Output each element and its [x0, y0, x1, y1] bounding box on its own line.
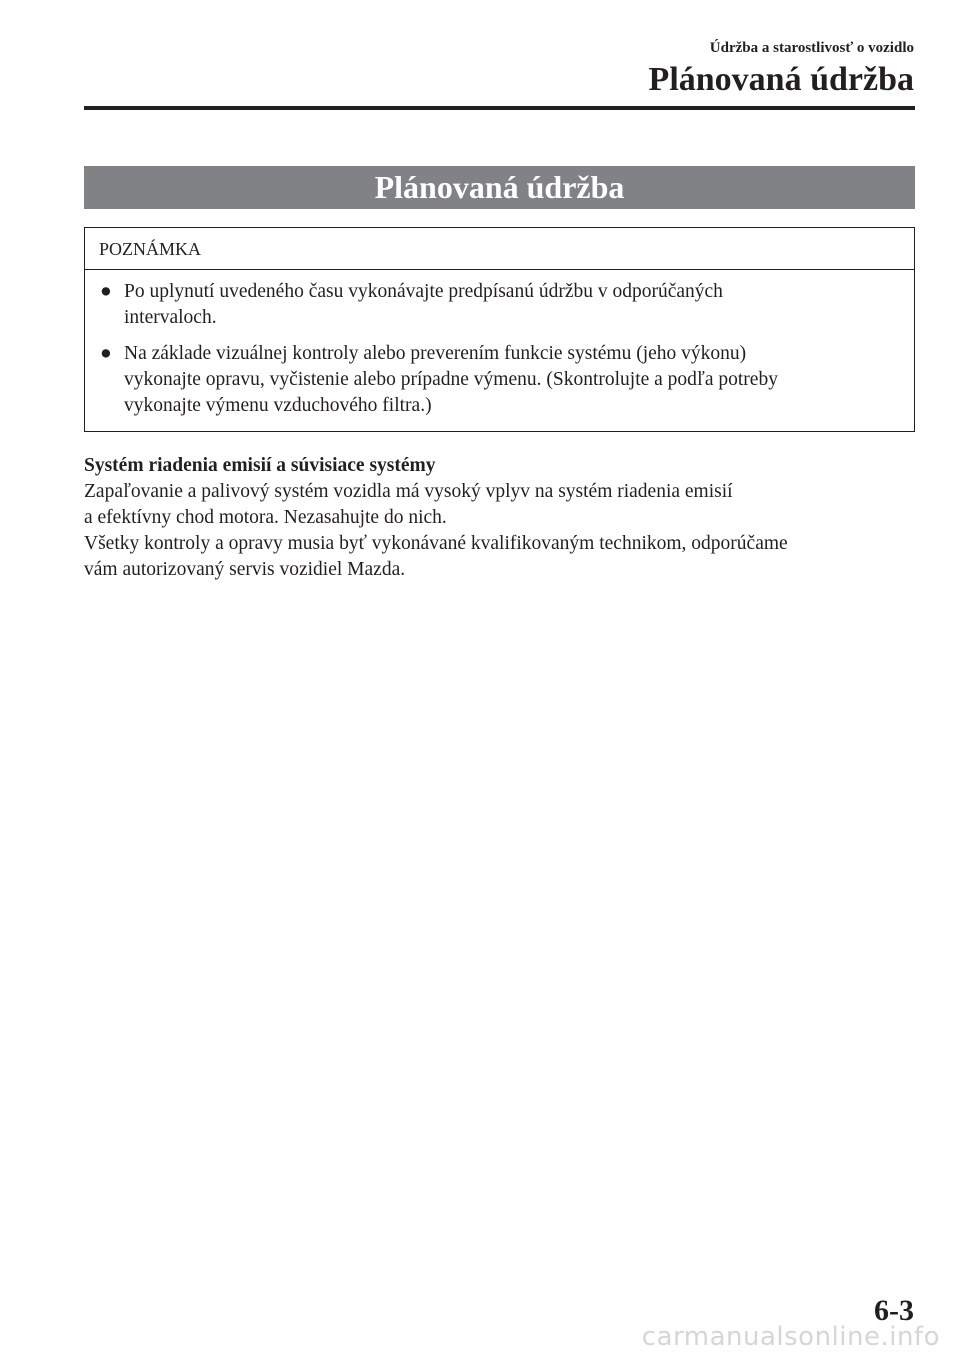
body-line: vám autorizovaný servis vozidiel Mazda. [84, 559, 406, 580]
note-line: vykonajte výmenu vzduchového filtra.) [124, 395, 432, 416]
watermark: carmanualsonline.info [641, 1322, 940, 1352]
header-rule [84, 106, 915, 110]
body-line: Všetky kontroly a opravy musia byť vykonávané kvalifikovaným technikom, odporúčame [84, 533, 788, 554]
running-head: Údržba a starostlivosť o vozidlo [709, 40, 914, 56]
note-line: Na základe vizuálnej kontroly alebo preverením funkcie systému (jeho výkonu) [124, 343, 747, 364]
note-box [84, 227, 915, 432]
body-line: Zapaľovanie a palivový systém vozidla má vysoký vplyv na systém riadenia emisií [84, 481, 733, 502]
note-line: vykonajte opravu, vyčistenie alebo prípadne výmenu. (Skontrolujte a podľa potreby [124, 369, 778, 390]
section-banner: Plánovaná údržba [84, 166, 915, 209]
page-number: 6-3 [874, 1294, 914, 1327]
chapter-title: Plánovaná údržba [648, 61, 914, 98]
body-line: a efektívny chod motora. Nezasahujte do nich. [84, 507, 447, 528]
note-header: POZNÁMKA [85, 228, 914, 270]
note-item [99, 341, 894, 419]
body-section [84, 453, 924, 583]
note-item [99, 279, 894, 331]
bullet-icon: ● [100, 281, 112, 302]
bullet-icon: ● [100, 343, 112, 364]
body-heading: Systém riadenia emisií a súvisiace systémy [84, 455, 436, 476]
note-list [85, 270, 914, 431]
note-line: intervaloch. [124, 307, 217, 328]
note-line: Po uplynutí uvedeného času vykonávajte predpísanú údržbu v odporúčaných [124, 281, 723, 302]
